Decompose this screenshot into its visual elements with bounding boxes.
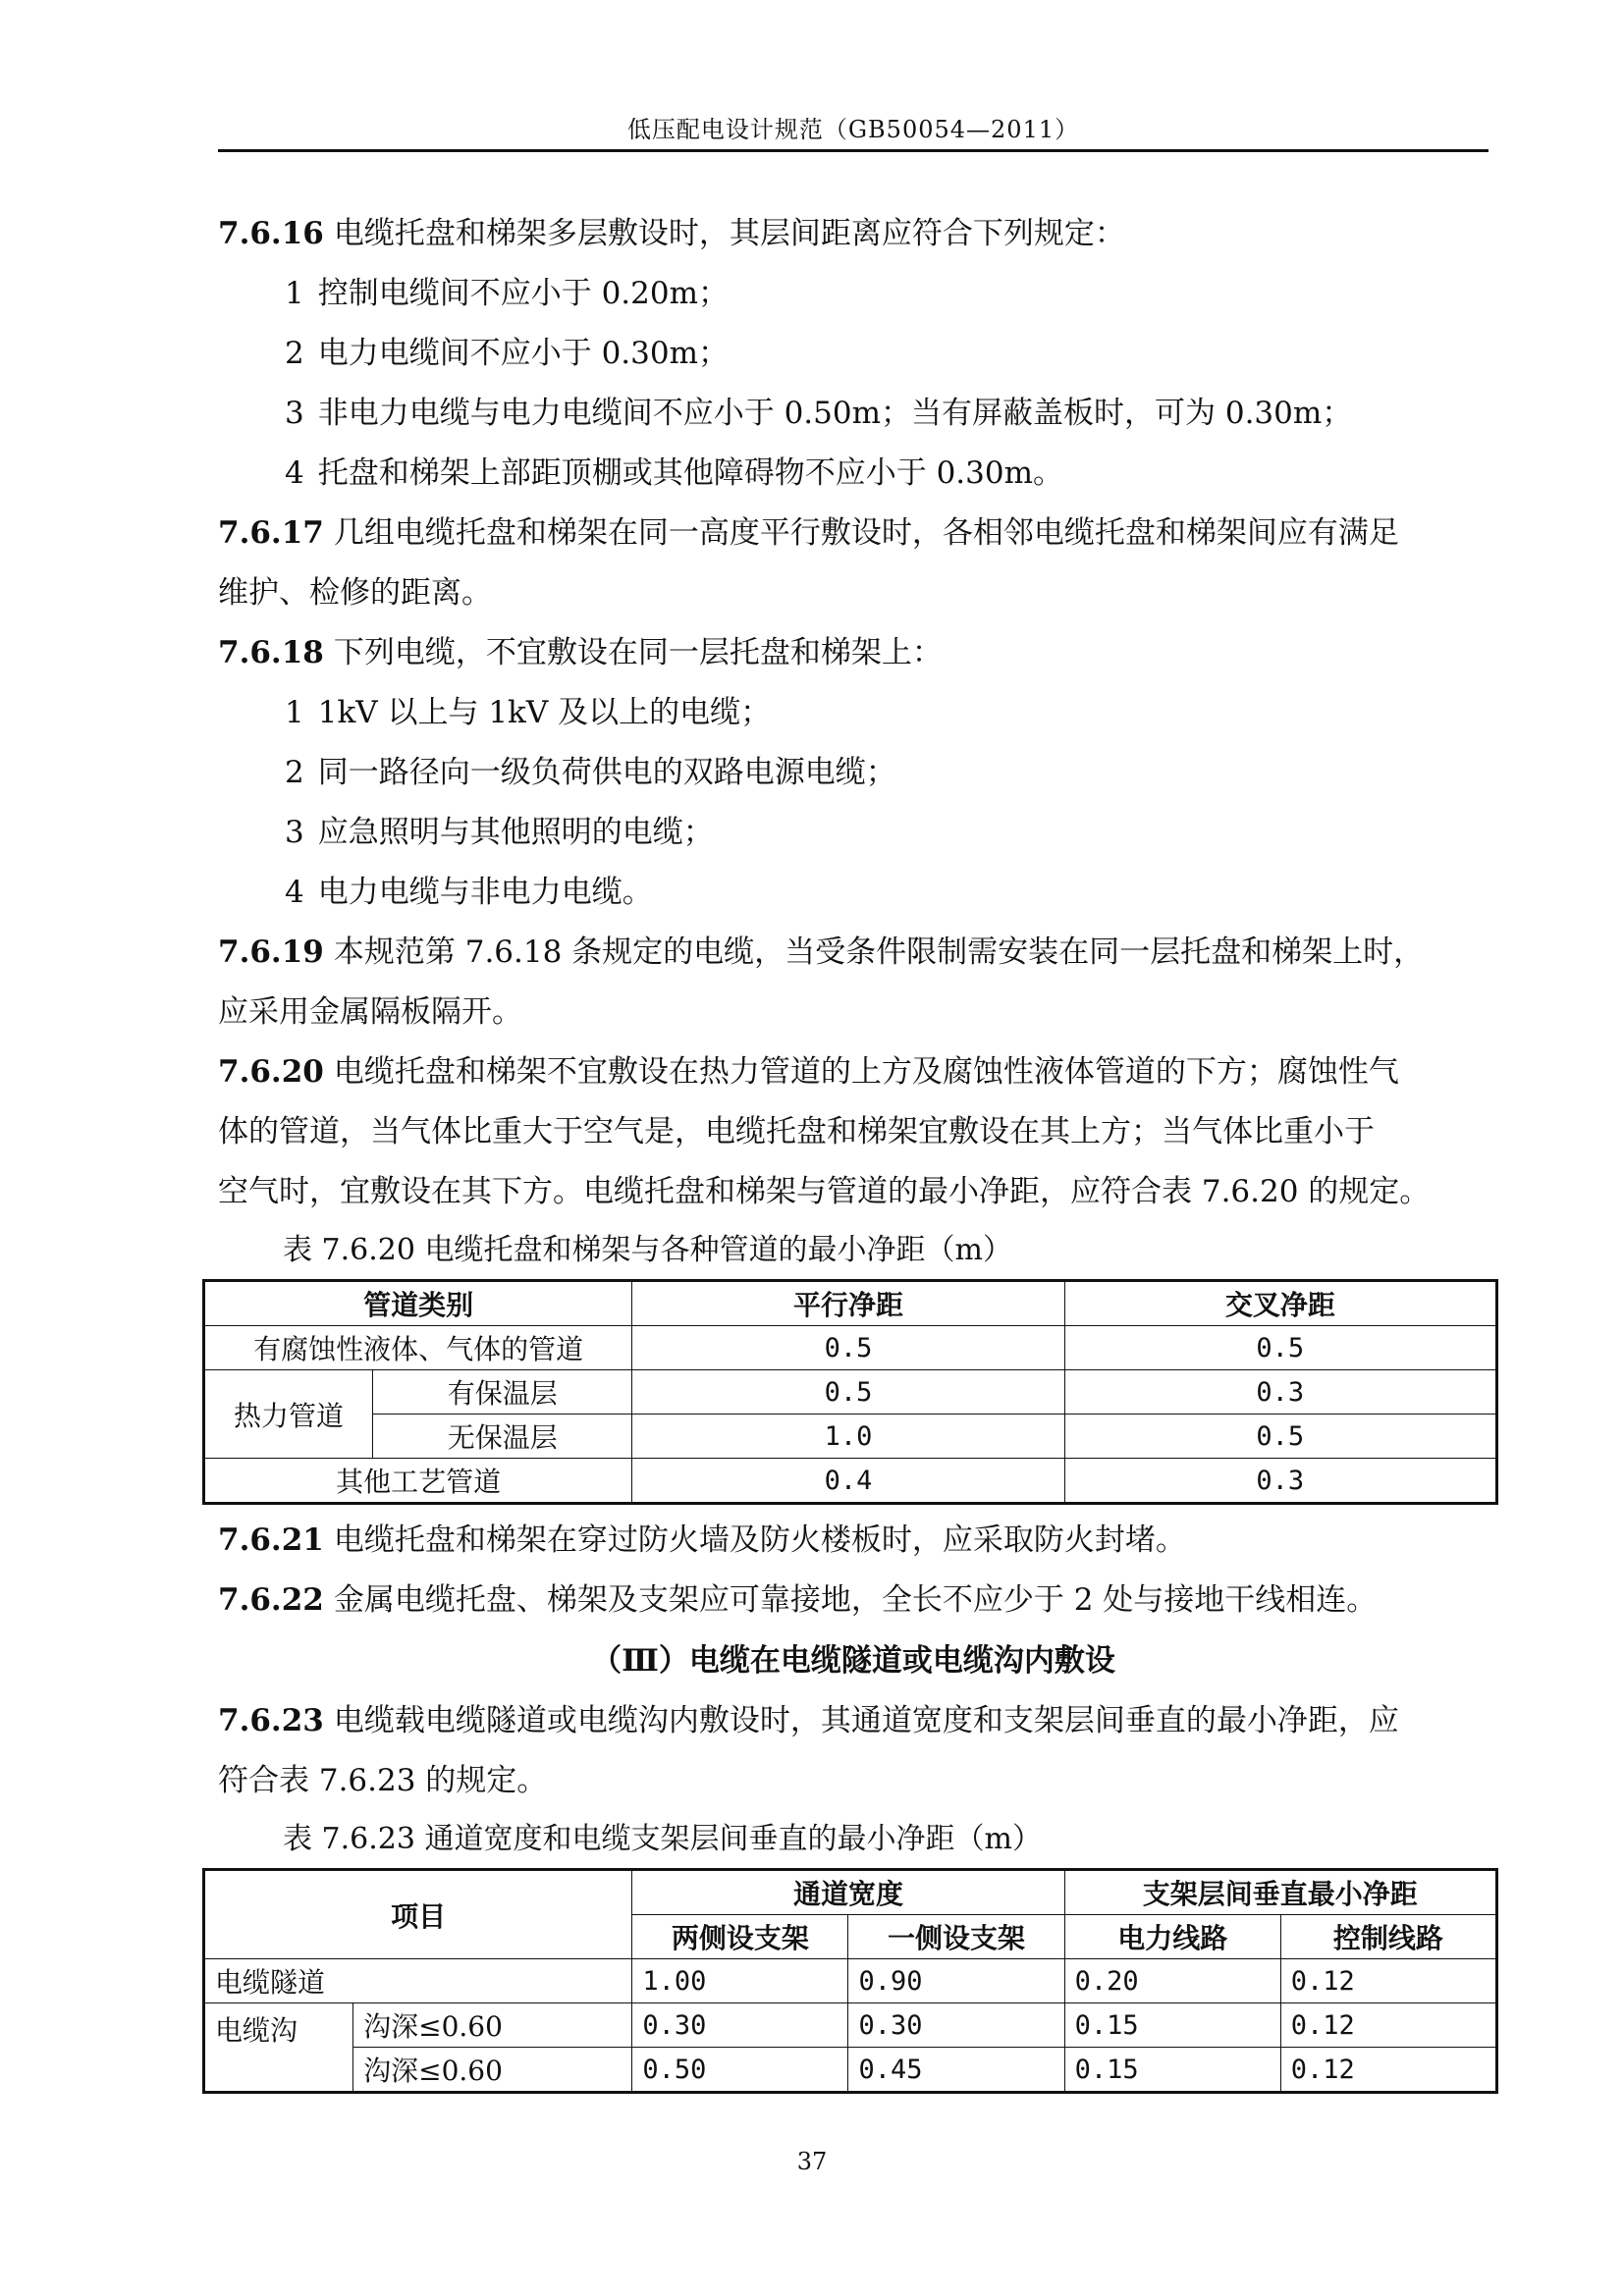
item-number: 4	[285, 875, 304, 910]
clause-7-6-16	[218, 204, 1489, 264]
clause-continuation: 符合表 7.6.23 的规定。	[218, 1763, 548, 1798]
clause-text: 电缆托盘和梯架不宜敷设在热力管道的上方及腐蚀性液体管道的下方；腐蚀性气	[333, 1054, 1399, 1090]
clause-number: 7.6.23	[218, 1703, 324, 1738]
clause-continuation: 体的管道，当气体比重大于空气是，电缆托盘和梯架宜敷设在其上方；当气体比重小于	[218, 1114, 1375, 1149]
running-header: 低压配电设计规范（GB50054—2011）	[626, 116, 1080, 143]
table-header-row	[204, 1870, 1497, 1915]
clause-text: 下列电缆，不宜敷设在同一层托盘和梯架上：	[333, 635, 943, 670]
clause-7-6-21	[218, 1511, 1489, 1571]
table-cell: 0.30	[848, 2003, 1064, 2048]
clause-text: 电缆托盘和梯架多层敷设时，其层间距离应符合下列规定：	[333, 216, 1125, 251]
clause-text: 几组电缆托盘和梯架在同一高度平行敷设时，各相邻电缆托盘和梯架间应有满足	[333, 515, 1399, 551]
table-cell: 1.00	[632, 1959, 848, 2003]
item-number: 3	[285, 396, 304, 431]
table-caption: 表 7.6.20 电缆托盘和梯架与各种管道的最小净距（m）	[283, 1233, 1012, 1267]
clause-continuation: 维护、检修的距离。	[218, 575, 492, 611]
header-cell: 电力线路	[1064, 1915, 1280, 1959]
header-cell: 通道宽度	[632, 1870, 1064, 1915]
section-heading: （Ⅲ）电缆在电缆隧道或电缆沟内敷设	[591, 1643, 1115, 1679]
item-text: 同一路径向一级负荷供电的双路电源电缆；	[317, 755, 896, 790]
row-label: 其他工艺管道	[204, 1459, 632, 1504]
header-rule	[218, 149, 1489, 152]
table-row	[204, 2048, 1497, 2093]
table-cell: 1.0	[632, 1415, 1064, 1459]
row-label: 有腐蚀性液体、气体的管道	[204, 1326, 632, 1370]
list-item	[218, 324, 1489, 384]
list-item	[218, 444, 1489, 504]
table-cell: 0.30	[632, 2003, 848, 2048]
table-cell: 0.20	[1064, 1959, 1280, 2003]
row-label: 沟深≤0.60	[353, 2048, 632, 2093]
clause-text: 金属电缆托盘、梯架及支架应可靠接地，全长不应少于 2 处与接地干线相连。	[333, 1582, 1378, 1618]
item-text: 托盘和梯架上部距顶棚或其他障碍物不应小于 0.30m。	[317, 455, 1064, 491]
table-cell: 0.12	[1280, 1959, 1496, 2003]
table-cell: 0.12	[1280, 2003, 1496, 2048]
list-item	[218, 863, 1489, 923]
header-cell: 一侧设支架	[848, 1915, 1064, 1959]
clause-number: 7.6.20	[218, 1054, 324, 1090]
table-row	[204, 1326, 1497, 1370]
table-cell: 0.90	[848, 1959, 1064, 2003]
header-cell: 控制线路	[1280, 1915, 1496, 1959]
clause-text: 本规范第 7.6.18 条规定的电缆，当受条件限制需安装在同一层托盘和梯架上时，	[333, 934, 1425, 970]
table-caption: 表 7.6.23 通道宽度和电缆支架层间垂直的最小净距（m）	[283, 1822, 1042, 1856]
clause-7-6-19	[218, 923, 1489, 983]
item-number: 2	[285, 755, 304, 790]
list-item	[218, 743, 1489, 803]
pipe-clearance-table	[202, 1279, 1498, 1505]
row-group-label: 热力管道	[204, 1370, 373, 1459]
table-row	[204, 2003, 1497, 2048]
clause-text: 电缆载电缆隧道或电缆沟内敷设时，其通道宽度和支架层间垂直的最小净距，应	[333, 1703, 1399, 1738]
row-label: 沟深≤0.60	[353, 2003, 632, 2048]
clause-text: 电缆托盘和梯架在穿过防火墙及防火楼板时，应采取防火封堵。	[333, 1522, 1186, 1558]
clause-7-6-17	[218, 504, 1489, 563]
table-header-row	[204, 1281, 1497, 1326]
table-cell: 0.4	[632, 1459, 1064, 1504]
table-row	[204, 1459, 1497, 1504]
clause-number: 7.6.16	[218, 216, 324, 251]
item-number: 2	[285, 336, 304, 371]
table-row	[204, 1415, 1497, 1459]
page-number: 37	[796, 2148, 828, 2175]
table-cell: 0.3	[1064, 1459, 1496, 1504]
table-cell: 0.45	[848, 2048, 1064, 2093]
item-text: 控制电缆间不应小于 0.20m；	[317, 276, 730, 311]
table-cell: 0.5	[1064, 1326, 1496, 1370]
table-cell: 0.15	[1064, 2003, 1280, 2048]
clause-number: 7.6.21	[218, 1522, 324, 1558]
row-group-label: 电缆沟	[204, 2003, 353, 2093]
row-label: 有保温层	[373, 1370, 632, 1415]
table-cell: 0.50	[632, 2048, 848, 2093]
channel-width-table	[202, 1868, 1498, 2094]
clause-continuation: 空气时，宜敷设在其下方。电缆托盘和梯架与管道的最小净距，应符合表 7.6.20 的规定。	[218, 1174, 1431, 1209]
row-label: 电缆隧道	[204, 1959, 632, 2003]
header-cell: 项目	[204, 1870, 632, 1959]
table-cell: 0.5	[632, 1326, 1064, 1370]
item-text: 非电力电缆与电力电缆间不应小于 0.50m；当有屏蔽盖板时，可为 0.30m；	[317, 396, 1353, 431]
table-row	[204, 1959, 1497, 2003]
clause-7-6-18	[218, 623, 1489, 683]
row-label: 无保温层	[373, 1415, 632, 1459]
item-number: 1	[285, 276, 304, 311]
table-cell: 0.12	[1280, 2048, 1496, 2093]
item-number: 1	[285, 695, 304, 730]
clause-number: 7.6.19	[218, 934, 324, 970]
clause-7-6-23	[218, 1691, 1489, 1751]
list-item	[218, 803, 1489, 863]
page-body	[215, 204, 1489, 2094]
item-text: 电力电缆与非电力电缆。	[317, 875, 653, 910]
list-item	[218, 384, 1489, 444]
clause-number: 7.6.22	[218, 1582, 324, 1618]
table-cell: 0.15	[1064, 2048, 1280, 2093]
clause-7-6-20	[218, 1042, 1489, 1102]
table-cell: 0.3	[1064, 1370, 1496, 1415]
header-cell: 平行净距	[632, 1281, 1064, 1326]
item-text: 1kV 以上与 1kV 及以上的电缆；	[317, 695, 772, 730]
list-item	[218, 683, 1489, 743]
header-cell: 交叉净距	[1064, 1281, 1496, 1326]
header-cell: 支架层间垂直最小净距	[1064, 1870, 1496, 1915]
item-number: 4	[285, 455, 304, 491]
table-row	[204, 1370, 1497, 1415]
list-item	[218, 264, 1489, 324]
clause-7-6-22	[218, 1571, 1489, 1630]
item-number: 3	[285, 815, 304, 850]
table-cell: 0.5	[632, 1370, 1064, 1415]
item-text: 电力电缆间不应小于 0.30m；	[317, 336, 730, 371]
table-cell: 0.5	[1064, 1415, 1496, 1459]
clause-number: 7.6.18	[218, 635, 324, 670]
item-text: 应急照明与其他照明的电缆；	[317, 815, 714, 850]
clause-number: 7.6.17	[218, 515, 324, 551]
header-cell: 两侧设支架	[632, 1915, 848, 1959]
header-cell: 管道类别	[204, 1281, 632, 1326]
clause-continuation: 应采用金属隔板隔开。	[218, 994, 522, 1030]
